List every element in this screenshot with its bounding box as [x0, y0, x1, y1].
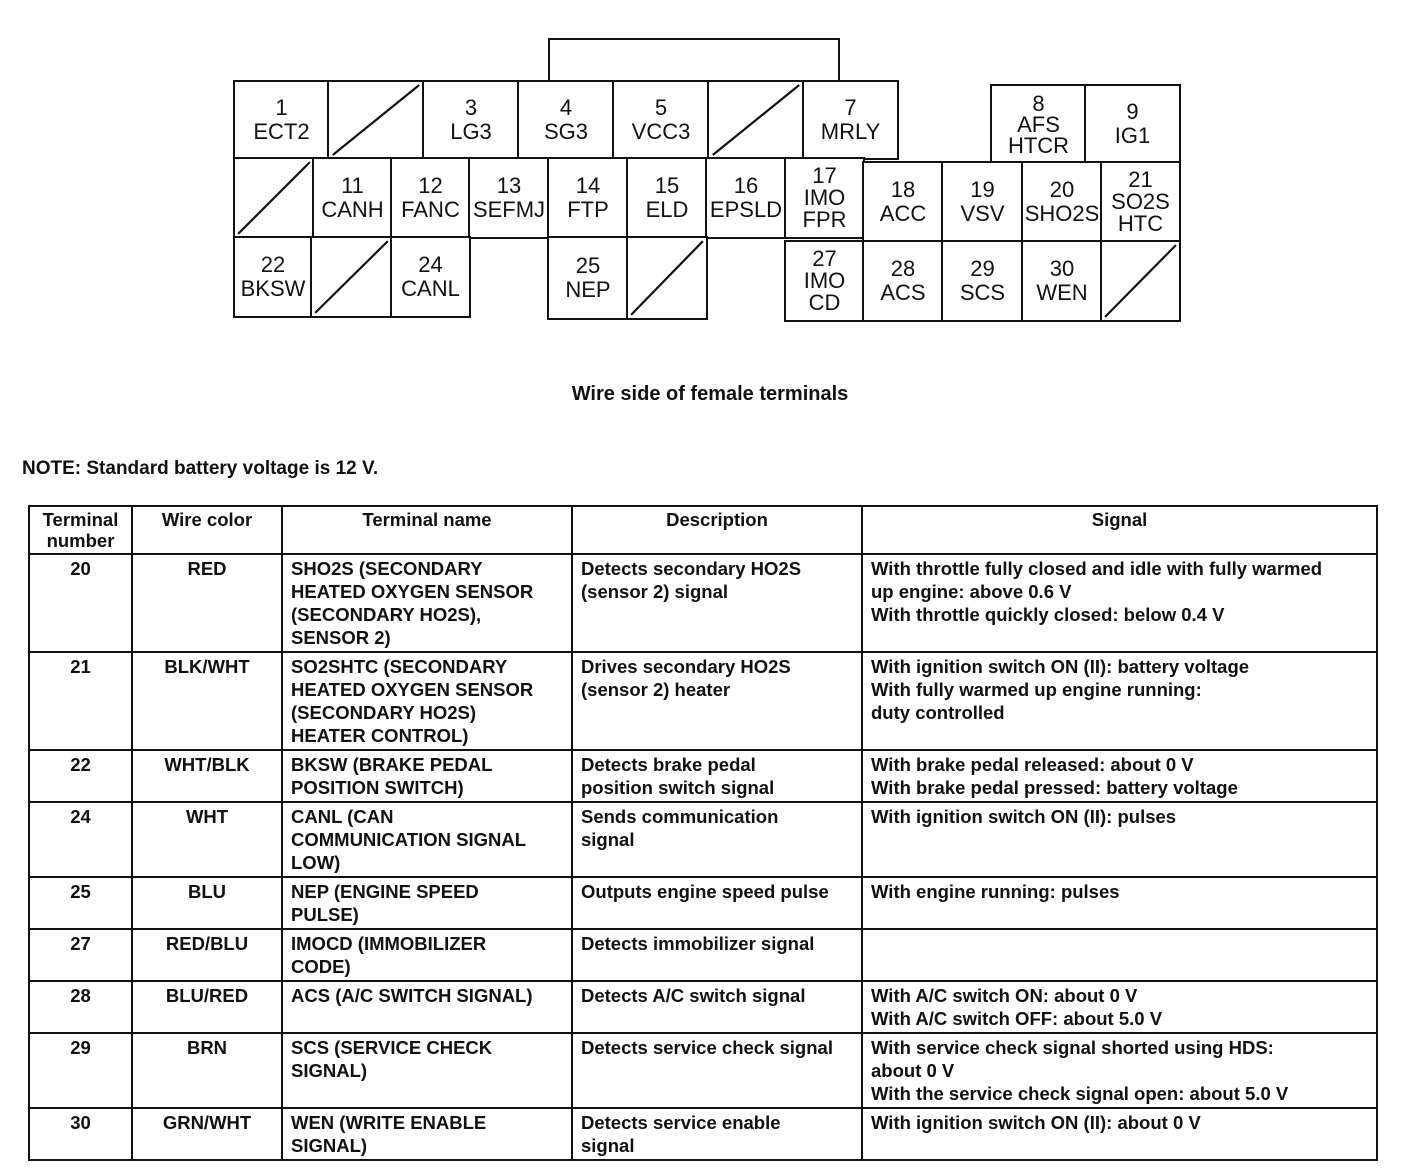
terminal-empty [707, 80, 805, 160]
terminal-label: SCS [959, 280, 1006, 305]
terminal-16 [705, 157, 787, 239]
terminal-label: AFS HTCR [1007, 111, 1070, 158]
terminal-20 [1021, 161, 1103, 243]
terminal-number-cell: 29 [29, 1033, 132, 1108]
terminal-label: ECT2 [253, 119, 310, 144]
wire-color-cell: BLU [132, 877, 282, 929]
wire-color-cell: WHT [132, 802, 282, 877]
terminal-11 [312, 157, 393, 239]
wire-color-cell: BRN [132, 1033, 282, 1108]
wire-color-cell: WHT/BLK [132, 750, 282, 802]
terminal-1 [233, 80, 330, 160]
description-cell: Detects immobilizer signal [572, 929, 862, 981]
terminal-number-cell: 28 [29, 981, 132, 1033]
signal-cell: With service check signal shorted using HDS: about 0 V With the service check signal open: about 5.0 V [862, 1033, 1377, 1108]
terminal-number-cell: 20 [29, 554, 132, 652]
table-row [29, 1108, 1377, 1160]
terminal-number: 12 [418, 173, 443, 198]
terminal-name-cell: IMOCD (IMMOBILIZER CODE) [282, 929, 572, 981]
terminal-number: 13 [496, 173, 522, 198]
terminal-label: SO2S HTC [1111, 189, 1170, 236]
table-header-row [29, 506, 1377, 554]
terminal-number: 8 [1032, 90, 1045, 116]
terminal-15 [626, 157, 708, 239]
terminal-number-cell: 25 [29, 877, 132, 929]
terminal-number: 5 [654, 95, 668, 120]
signal-cell: With brake pedal released: about 0 V With brake pedal pressed: battery voltage [862, 750, 1377, 802]
signal-cell: With A/C switch ON: about 0 V With A/C switch OFF: about 5.0 V [862, 981, 1377, 1033]
terminal-5 [612, 80, 710, 160]
terminal-label: CANH [321, 197, 384, 222]
terminal-18 [862, 161, 944, 243]
terminal-number: 30 [1049, 256, 1075, 281]
terminal-label: SG3 [543, 119, 589, 144]
wire-color-cell: BLK/WHT [132, 652, 282, 750]
terminal-13 [468, 157, 550, 239]
signal-cell: With engine running: pulses [862, 877, 1377, 929]
wire-color-cell: RED [132, 554, 282, 652]
terminal-number: 25 [575, 253, 601, 278]
terminal-22 [233, 236, 313, 318]
terminal-name-cell: WEN (WRITE ENABLE SIGNAL) [282, 1108, 572, 1160]
terminal-number-cell: 27 [29, 929, 132, 981]
signal-cell [862, 929, 1377, 981]
terminal-number: 9 [1126, 99, 1139, 124]
description-cell: Detects service check signal [572, 1033, 862, 1108]
wire-color-cell: GRN/WHT [132, 1108, 282, 1160]
table-row [29, 750, 1377, 802]
terminal-number: 21 [1128, 167, 1153, 192]
terminal-label: SEFMJ [472, 197, 546, 222]
terminal-29 [941, 240, 1024, 322]
terminal-number: 19 [970, 177, 995, 202]
signal-cell: With ignition switch ON (II): pulses [862, 802, 1377, 877]
terminal-number: 16 [733, 173, 759, 198]
terminal-label: CANL [401, 276, 460, 301]
signal-cell: With throttle fully closed and idle with fully warmed up engine: above 0.6 V With throttle quickly closed: below 0.4 V [862, 554, 1377, 652]
connector-latch [548, 38, 840, 82]
description-cell: Outputs engine speed pulse [572, 877, 862, 929]
table-row [29, 1033, 1377, 1108]
terminal-empty [626, 236, 708, 320]
table-row [29, 652, 1377, 750]
terminal-28 [862, 240, 944, 322]
terminal-label: BKSW [240, 276, 306, 301]
terminal-name-cell: SO2SHTC (SECONDARY HEATED OXYGEN SENSOR (SECONDARY HO2S) HEATER CONTROL) [282, 652, 572, 750]
terminal-label: IG1 [1114, 123, 1151, 148]
terminal-17 [784, 157, 865, 239]
terminal-name-cell: CANL (CAN COMMUNICATION SIGNAL LOW) [282, 802, 572, 877]
header-terminal-name: Terminal name [282, 506, 572, 554]
signal-cell: With ignition switch ON (II): about 0 V [862, 1108, 1377, 1160]
terminal-25 [547, 236, 629, 320]
terminal-label: EPSLD [709, 197, 783, 222]
terminal-empty [310, 236, 393, 318]
terminal-label: VCC3 [631, 119, 691, 144]
terminal-label: ELD [645, 197, 689, 222]
terminal-label: ACC [879, 201, 927, 226]
terminal-number: 24 [418, 252, 443, 277]
terminal-empty [233, 157, 315, 239]
terminal-number: 3 [464, 95, 478, 120]
wire-color-cell: RED/BLU [132, 929, 282, 981]
terminal-name-cell: SCS (SERVICE CHECK SIGNAL) [282, 1033, 572, 1108]
terminal-number: 11 [341, 173, 364, 198]
table-row [29, 802, 1377, 877]
terminal-8 [990, 84, 1087, 164]
terminal-24 [390, 236, 471, 318]
terminal-table [28, 505, 1378, 1161]
terminal-name-cell: ACS (A/C SWITCH SIGNAL) [282, 981, 572, 1033]
diagram-caption: Wire side of female terminals [571, 383, 849, 405]
header-wire-color: Wire color [132, 506, 282, 554]
terminal-19 [941, 161, 1024, 243]
terminal-label: LG3 [450, 119, 492, 144]
terminal-number-cell: 30 [29, 1108, 132, 1160]
connector-diagram [0, 0, 1408, 340]
terminal-empty [1100, 240, 1181, 322]
terminal-9 [1084, 84, 1181, 164]
terminal-27 [784, 240, 865, 322]
terminal-number: 17 [812, 163, 837, 188]
table-row [29, 554, 1377, 652]
terminal-name-cell: NEP (ENGINE SPEED PULSE) [282, 877, 572, 929]
terminal-number-cell: 24 [29, 802, 132, 877]
terminal-number: 15 [654, 173, 680, 198]
terminal-empty [327, 80, 425, 160]
description-cell: Drives secondary HO2S (sensor 2) heater [572, 652, 862, 750]
terminal-label: SHO2S [1024, 201, 1100, 226]
terminal-number: 20 [1049, 177, 1075, 202]
header-description: Description [572, 506, 862, 554]
table-row [29, 929, 1377, 981]
terminal-21 [1100, 161, 1181, 243]
terminal-label: FANC [401, 197, 460, 222]
terminal-number: 18 [890, 177, 916, 202]
description-cell: Detects A/C switch signal [572, 981, 862, 1033]
terminal-12 [390, 157, 471, 239]
terminal-14 [547, 157, 629, 239]
terminal-number: 7 [844, 95, 857, 120]
description-cell: Detects brake pedal position switch signal [572, 750, 862, 802]
terminal-name-cell: BKSW (BRAKE PEDAL POSITION SWITCH) [282, 750, 572, 802]
terminal-7 [802, 80, 899, 160]
terminal-number: 28 [890, 256, 916, 281]
terminal-label: MRLY [820, 119, 881, 144]
terminal-label: IMO CD [803, 268, 846, 315]
table-row [29, 981, 1377, 1033]
terminal-label: VSV [960, 201, 1005, 226]
description-cell: Detects secondary HO2S (sensor 2) signal [572, 554, 862, 652]
terminal-number: 1 [275, 95, 288, 120]
terminal-label: FTP [567, 197, 609, 222]
description-cell: Detects service enable signal [572, 1108, 862, 1160]
terminal-30 [1021, 240, 1103, 322]
header-signal: Signal [862, 506, 1377, 554]
terminal-number-cell: 21 [29, 652, 132, 750]
terminal-3 [422, 80, 520, 160]
terminal-number: 27 [812, 246, 837, 271]
terminal-label: ACS [880, 280, 926, 305]
terminal-number-cell: 22 [29, 750, 132, 802]
voltage-note: NOTE: Standard battery voltage is 12 V. [22, 458, 379, 479]
terminal-4 [517, 80, 615, 160]
terminal-label: NEP [565, 277, 611, 302]
wire-color-cell: BLU/RED [132, 981, 282, 1033]
terminal-number: 4 [559, 95, 573, 120]
description-cell: Sends communication signal [572, 802, 862, 877]
signal-cell: With ignition switch ON (II): battery voltage With fully warmed up engine running: duty controlled [862, 652, 1377, 750]
terminal-label: WEN [1036, 280, 1088, 305]
terminal-number: 29 [970, 256, 995, 281]
terminal-number: 22 [260, 252, 286, 277]
header-terminal-number: Terminal number [29, 506, 132, 554]
terminal-name-cell: SHO2S (SECONDARY HEATED OXYGEN SENSOR (SECONDARY HO2S), SENSOR 2) [282, 554, 572, 652]
terminal-number: 14 [575, 173, 601, 198]
terminal-label: IMO FPR [802, 185, 847, 232]
table-row [29, 877, 1377, 929]
